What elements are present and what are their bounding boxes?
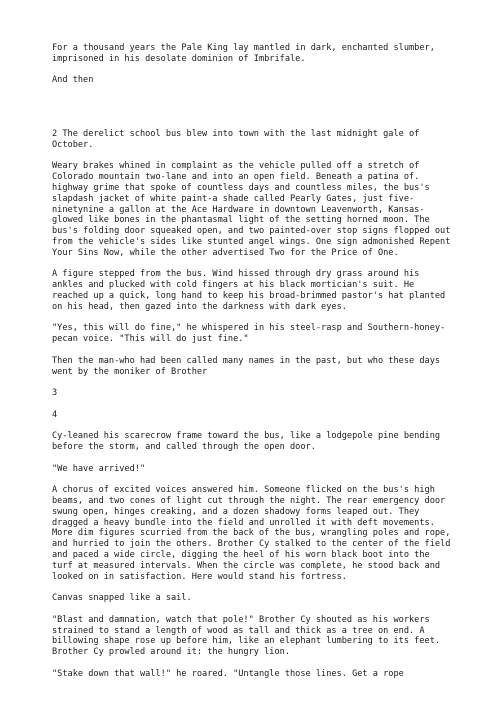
paragraph-arrived: "We have arrived!" <box>52 463 146 474</box>
paragraph-brother-moniker: Then the man-who had been called many names in the past, but who these days went by the moniker of Brother <box>52 355 441 377</box>
paragraph-stake: "Stake down that wall!" he roared. "Untangle those lines. Get a rope <box>52 668 404 679</box>
paragraph-opening: For a thousand years the Pale King lay mantled in dark, enchanted slumber, imprisoned in his desolate dominion of Imbrifale. <box>52 43 435 64</box>
paragraph-blast: "Blast and damnation, watch that pole!" Brother Cy shouted as his workers strained to stand a length of wood as tall and thick as a tree on end. A billowing shape rose up before him, like an elephant lumbering to its feet. Brother Cy prowled around it: the hungry lion. <box>52 614 441 658</box>
paragraph-cy-leans: Cy-leaned his scarecrow frame toward the bus, like a lodgepole pine bending before the storm, and called through the open door. <box>52 431 441 453</box>
document-body <box>52 43 452 690</box>
paragraph-bus-arrival: Weary brakes whined in complaint as the vehicle pulled off a stretch of Colorado mountain two-lane and into an open field. Beneath a patina of. highway grime that spoke of countless days and countless miles, the bus's slapdash jacket of white paint-a shade called Pearly Gates, just five-ninetynine a gallon at the Ace Hardware in downtown Leavenworth, Kansas-glowed like bones in the phantasmal light of the setting horned moon. The bus's folding door squeaked open, and two painted-over stop signs flopped out from the vehicle's sides like stunted angel wings. One sign admonished Repent Your Sins Now, while the other advertised Two for the Price of One. <box>52 161 451 258</box>
paragraph-and-then: And then <box>52 75 94 86</box>
paragraph-chapter-start: 2 The derelict school bus blew into town with the last midnight gale of October. <box>52 128 420 150</box>
page-number-4: 4 <box>52 409 58 420</box>
paragraph-canvas: Canvas snapped like a sail. <box>52 593 192 604</box>
section-gap <box>52 97 452 129</box>
page-number-3: 3 <box>52 388 58 399</box>
paragraph-figure-steps: A figure stepped from the bus. Wind hissed through dry grass around his ankles and plucked with cold fingers at his black mortician's suit. He reached up a quick, long hand to keep his broad-brimmed pastor's hat planted on his head, then gazed into the darkness with dark eyes. <box>52 269 446 312</box>
paragraph-chorus: A chorus of excited voices answered him. Someone flicked on the bus's high beams, and two cones of light cut through the night. The rear emergency door swung open, hinges creaking, and a dozen shadowy forms leaped out. They dragged a heavy bundle into the field and unrolled it with deft movements. More dim figures scurried from the back of the bus, wrangling poles and rope, and hurried to join the others. Brother Cy stalked to the center of the field and paced a wide circle, digging the heel of his worn black boot into the turf at measured intervals. When the circle was complete, he stood back and looked on in satisfaction. Here would stand his fortress. <box>52 485 451 582</box>
paragraph-dialogue-fine: "Yes, this will do fine," he whispered in his steel-rasp and Southern-honey-pecan voice. "This will do just fine." <box>52 323 446 345</box>
